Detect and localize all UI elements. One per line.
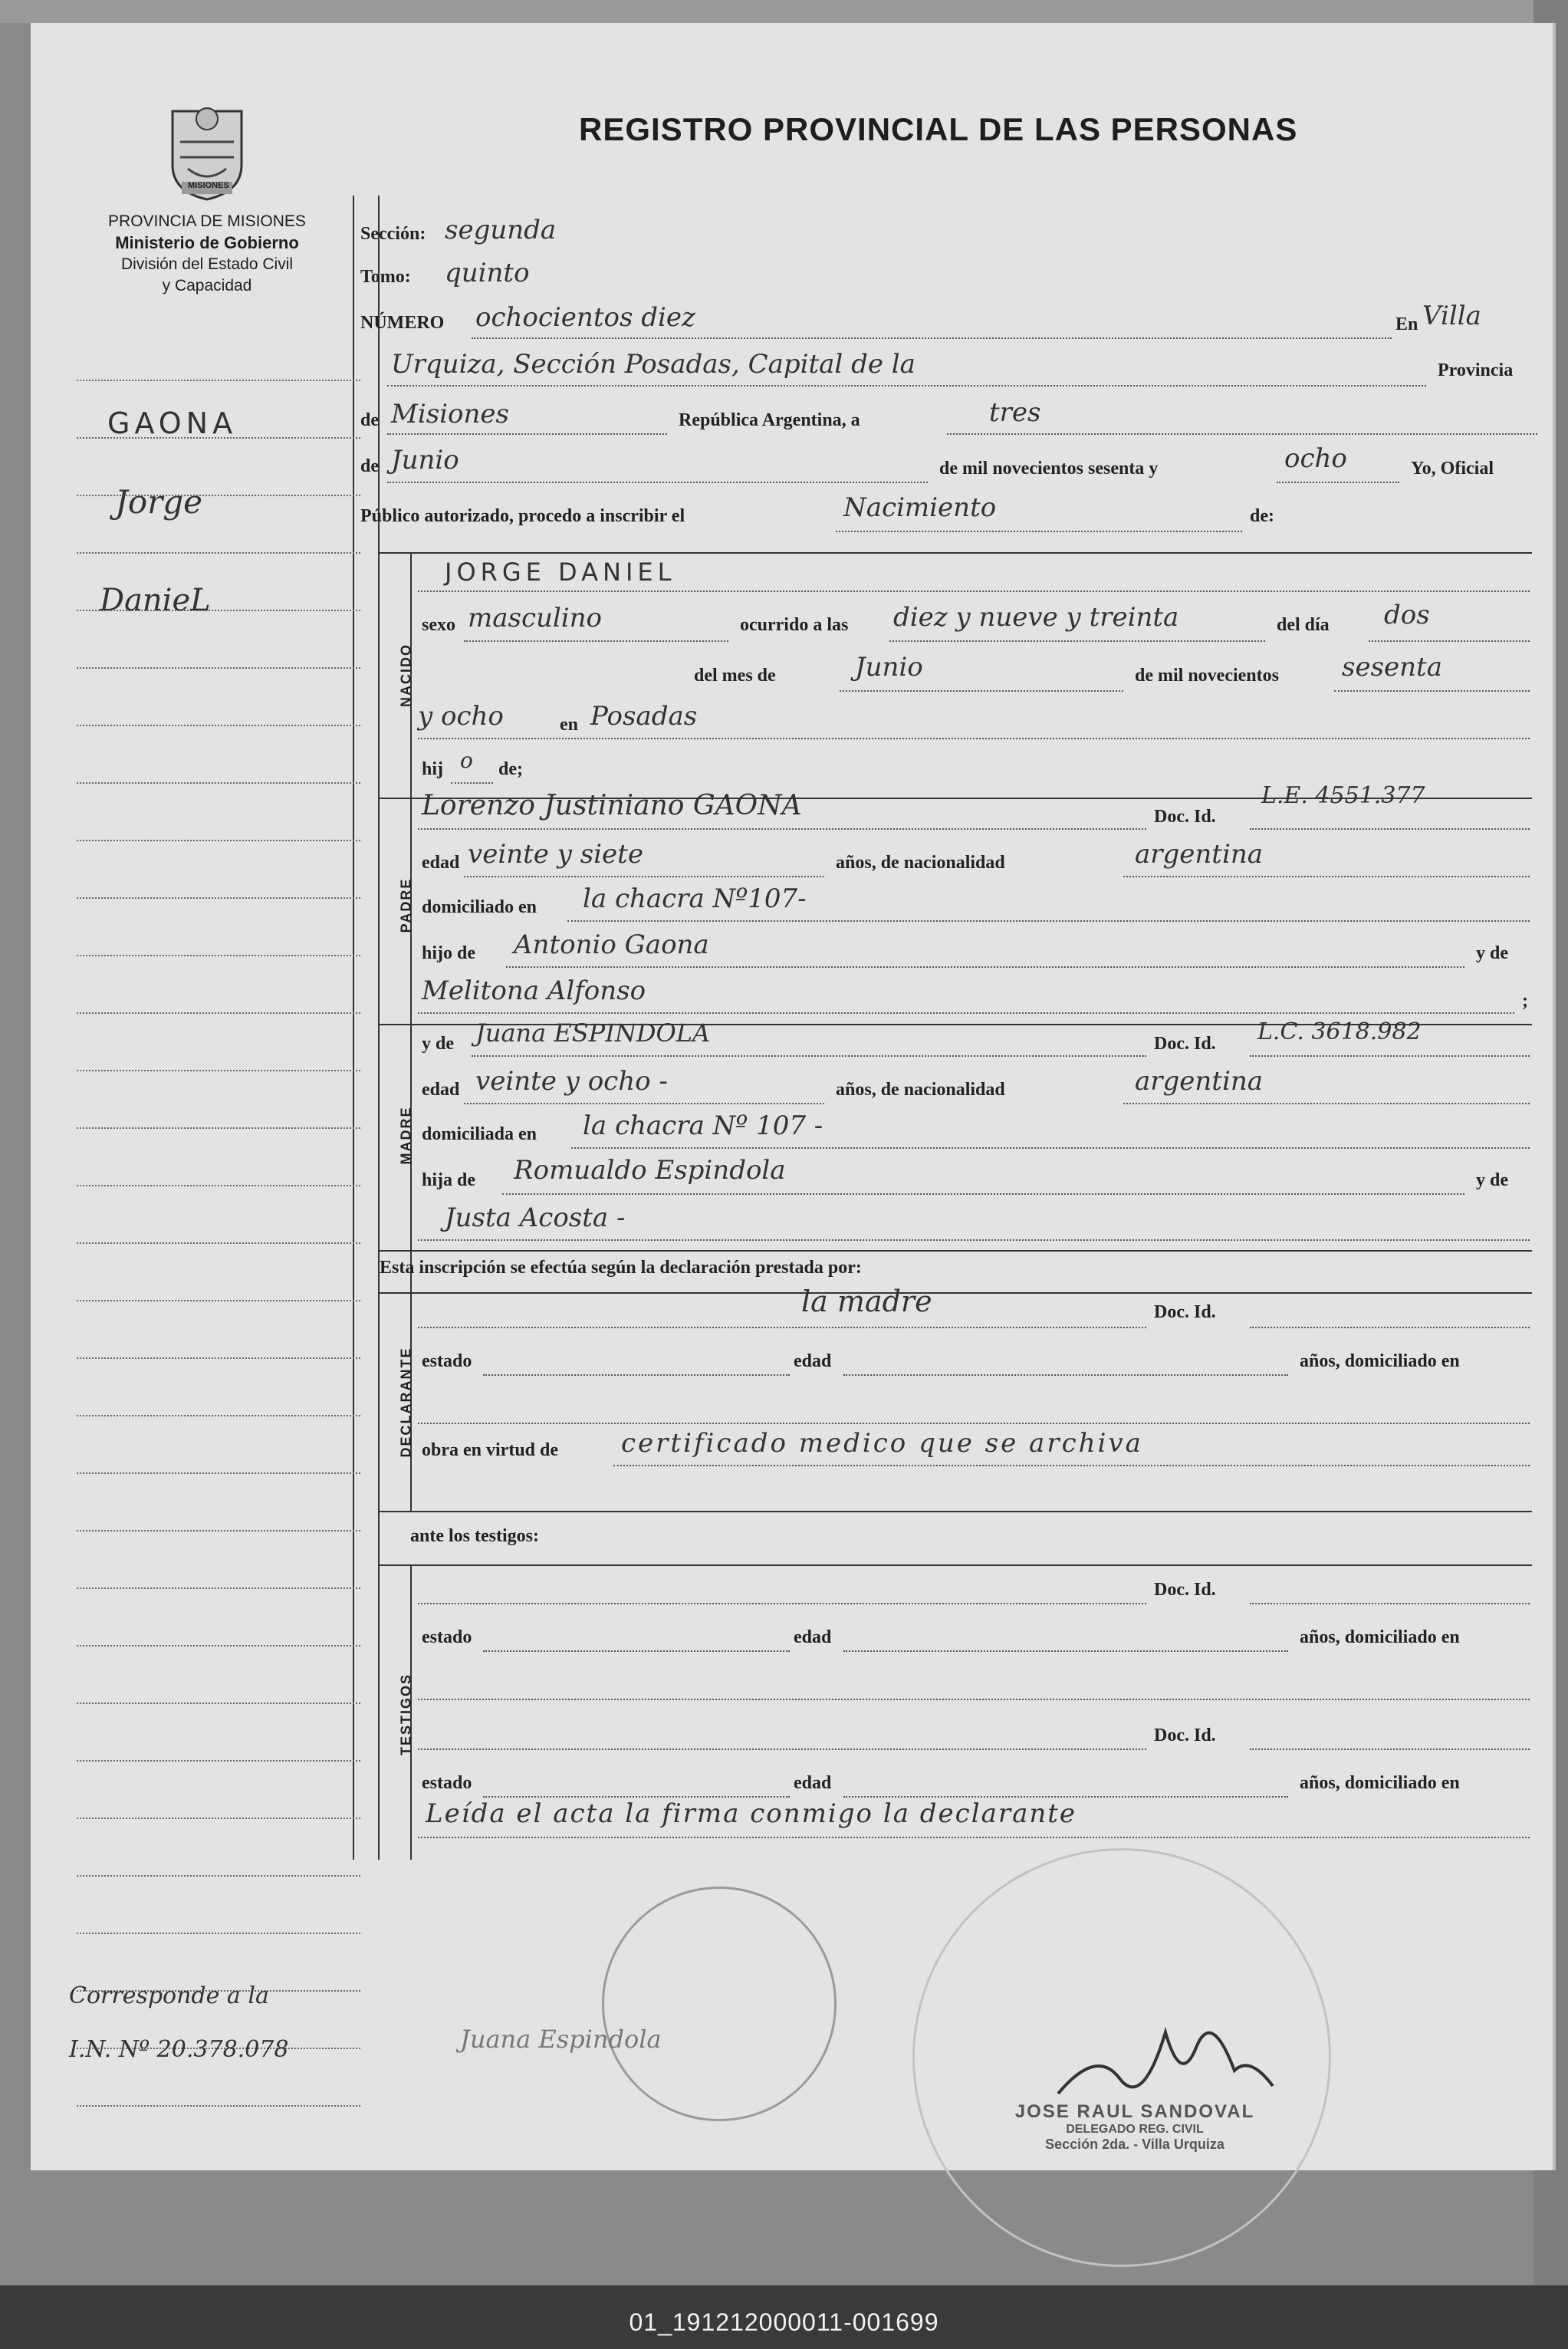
value-dia: tres	[989, 397, 1041, 428]
institution-line: División del Estado Civil	[120, 255, 294, 273]
institution-line: y Capacidad	[162, 277, 252, 294]
label-del-dia: del día	[1277, 615, 1330, 635]
value-anio-nac: sesenta	[1342, 652, 1442, 683]
value-numero: ochocientos diez	[475, 302, 695, 333]
value-lugar-nac: Posadas	[590, 701, 698, 732]
value-madre-edad: veinte y ocho -	[475, 1066, 668, 1097]
margin-line	[77, 1357, 360, 1359]
field-line	[418, 591, 1530, 592]
field-line	[483, 1650, 790, 1652]
margin-note: Corresponde a la	[69, 1982, 269, 2009]
label-en: En	[1395, 314, 1418, 334]
value-padre-doc: L.E. 4551.377	[1261, 782, 1425, 809]
label-y-de-madre: y de	[422, 1034, 454, 1054]
label-en-nac: en	[560, 715, 578, 735]
field-line	[418, 1603, 1146, 1604]
value-tomo: quinto	[445, 258, 530, 288]
label-republica: República Argentina, a	[679, 410, 860, 430]
section-label-testigos: TESTIGOS	[398, 1673, 414, 1756]
field-line	[418, 1239, 1530, 1241]
margin-line	[77, 782, 360, 784]
field-line	[1123, 1103, 1530, 1104]
label-domiciliada: domiciliada en	[422, 1124, 537, 1144]
value-madre-nombre: Juana ESPINDOLA	[475, 1018, 711, 1048]
official-name: JOSE RAUL SANDOVAL	[1014, 2101, 1255, 2122]
value-madre-dom: la chacra Nº 107 -	[583, 1110, 823, 1141]
field-line	[464, 876, 824, 877]
value-anio-nac-2: y ocho	[418, 701, 504, 732]
field-line	[418, 1699, 1530, 1700]
value-hora: diez y nueve y treinta	[893, 602, 1179, 633]
value-en: Villa	[1422, 301, 1481, 331]
value-padre-edad: veinte y siete	[468, 839, 643, 870]
section-divider	[378, 1292, 1532, 1294]
label-estado-testigo1: estado	[422, 1627, 472, 1647]
margin-note: I.N. Nº 20.378.078	[69, 2036, 289, 2063]
value-acto: Nacimiento	[843, 492, 997, 523]
label-edad-testigo2: edad	[794, 1773, 832, 1793]
label-provincia: Provincia	[1438, 360, 1514, 380]
field-line	[387, 482, 928, 483]
left-border-line	[353, 196, 354, 1860]
value-padre-nac: argentina	[1135, 839, 1264, 870]
margin-line	[77, 1587, 360, 1589]
label-esta-inscripcion: Esta inscripción se efectúa según la declaración prestada por:	[380, 1258, 862, 1278]
label-y-de-abuela: y de	[1476, 1170, 1508, 1190]
label-doc-id-padre: Doc. Id.	[1154, 807, 1216, 827]
label-de: de	[360, 410, 379, 430]
official-title: DELEGADO REG. CIVIL	[1066, 2123, 1204, 2136]
field-line	[464, 640, 728, 642]
value-provincia: Misiones	[391, 399, 509, 429]
field-line	[889, 640, 1265, 642]
section-divider	[378, 1511, 1532, 1512]
field-line	[571, 1147, 1530, 1149]
field-line	[418, 1837, 1530, 1838]
seal-label: MISIONES	[188, 181, 229, 190]
institution-line: Ministerio de Gobierno	[115, 233, 299, 252]
label-anos-nac-madre: años, de nacionalidad	[836, 1080, 1005, 1100]
field-line	[418, 738, 1530, 739]
section-label-declarante: DECLARANTE	[398, 1347, 414, 1458]
value-padre-dom: la chacra Nº107-	[583, 883, 807, 914]
label-anos-dom-declarante: años, domiciliado en	[1300, 1351, 1460, 1371]
field-line	[843, 1650, 1288, 1652]
label-numero: NÚMERO	[360, 313, 445, 333]
value-cierre: Leída el acta la firma conmigo la declarante	[426, 1798, 1077, 1829]
margin-line	[77, 2105, 360, 2107]
label-hij: hij	[422, 759, 444, 779]
field-line	[843, 1796, 1288, 1798]
birth-record-page	[31, 23, 1556, 2170]
field-line	[840, 690, 1123, 692]
field-line	[1250, 1327, 1530, 1328]
field-line	[483, 1796, 790, 1798]
background-top	[0, 0, 1568, 23]
field-line	[1369, 640, 1530, 642]
value-sexo: masculino	[468, 603, 603, 633]
label-estado-declarante: estado	[422, 1351, 472, 1371]
field-line	[843, 1374, 1288, 1376]
label-anos-nac-padre: años, de nacionalidad	[836, 853, 1005, 873]
label-sexo: sexo	[422, 615, 455, 635]
margin-line	[77, 1875, 360, 1877]
content-border-line	[378, 196, 380, 1860]
label-estado-testigo2: estado	[422, 1773, 472, 1793]
label-edad-testigo1: edad	[794, 1627, 832, 1647]
value-anio: ocho	[1284, 443, 1347, 474]
margin-name-first: Jorge	[115, 483, 202, 521]
margin-line	[77, 725, 360, 726]
field-line	[567, 920, 1530, 922]
field-line	[451, 782, 493, 784]
field-line	[1277, 482, 1399, 483]
section-divider	[378, 1250, 1532, 1252]
label-de2: de	[360, 456, 379, 476]
field-line	[836, 531, 1242, 532]
margin-line	[77, 1645, 360, 1647]
value-madre-doc: L.C. 3618.982	[1257, 1018, 1422, 1045]
label-obra: obra en virtud de	[422, 1440, 559, 1460]
margin-line	[77, 1472, 360, 1474]
margin-line	[77, 1818, 360, 1819]
margin-line	[77, 897, 360, 899]
margin-surname: GAONA	[107, 406, 238, 440]
field-line	[472, 1055, 1146, 1057]
field-line	[1250, 828, 1530, 830]
margin-name-second: DanieL	[100, 583, 211, 618]
section-label-padre: PADRE	[398, 877, 414, 933]
field-line	[418, 1012, 1514, 1014]
label-semicolon: ;	[1522, 991, 1528, 1011]
label-domiciliado-padre: domiciliado en	[422, 897, 537, 917]
value-seccion: segunda	[445, 215, 557, 245]
field-line	[483, 1374, 790, 1376]
margin-line	[77, 955, 360, 956]
label-seccion: Sección:	[360, 224, 426, 244]
margin-line	[77, 552, 360, 554]
field-line	[464, 1103, 824, 1104]
label-edad-declarante: edad	[794, 1351, 832, 1371]
value-hij: o	[460, 748, 473, 773]
value-padre-nombre: Lorenzo Justiniano GAONA	[422, 790, 802, 821]
label-de-colon: de:	[1250, 506, 1274, 526]
label-edad-padre: edad	[422, 853, 460, 873]
value-lugar: Urquiza, Sección Posadas, Capital de la	[391, 349, 915, 380]
margin-line	[77, 1012, 360, 1014]
section-label-madre: MADRE	[398, 1106, 414, 1165]
field-line	[1250, 1749, 1530, 1750]
page-title: REGISTRO PROVINCIAL DE LAS PERSONAS	[579, 111, 1298, 147]
label-yo-oficial: Yo, Oficial	[1411, 459, 1494, 479]
label-publico: Público autorizado, procedo a inscribir el	[360, 506, 685, 526]
value-madre-madre: Justa Acosta -	[445, 1202, 626, 1233]
label-y-de: y de	[1476, 943, 1508, 963]
field-line	[506, 966, 1464, 968]
value-mes-nac: Junio	[855, 652, 923, 683]
label-del-mes: del mes de	[694, 666, 776, 686]
field-line	[418, 828, 1146, 830]
signature-madre: Juana Espindola	[460, 2025, 662, 2054]
image-caption: 01_191212000011-001699	[629, 2308, 939, 2336]
value-padre-hijo-de: Antonio Gaona	[514, 929, 709, 960]
provincial-seal-icon	[165, 96, 249, 203]
margin-line	[77, 1185, 360, 1186]
margin-line	[77, 1760, 360, 1762]
field-line	[613, 1465, 1530, 1466]
margin-line	[77, 1415, 360, 1416]
value-padre-madre: Melitona Alfonso	[422, 975, 646, 1006]
field-line	[502, 1193, 1464, 1195]
section-label-nacido: NACIDO	[398, 643, 414, 707]
field-line	[472, 337, 1392, 339]
label-edad-madre: edad	[422, 1080, 460, 1100]
field-line	[1250, 1055, 1530, 1057]
value-declarante: la madre	[801, 1285, 932, 1318]
margin-line	[77, 1300, 360, 1301]
label-anos-dom-testigo1: años, domiciliado en	[1300, 1627, 1460, 1647]
label-doc-id-declarante: Doc. Id.	[1154, 1302, 1216, 1322]
official-stamp	[602, 1887, 837, 2121]
margin-line	[77, 1703, 360, 1704]
value-mes: Junio	[391, 445, 459, 475]
label-mil-novecientos-nac: de mil novecientos	[1135, 666, 1279, 686]
section-divider	[378, 552, 1532, 554]
label-doc-id-madre: Doc. Id.	[1154, 1034, 1216, 1054]
label-hija-de: hija de	[422, 1170, 476, 1190]
margin-line	[77, 380, 360, 381]
label-ocurrido: ocurrido a las	[740, 615, 849, 635]
margin-line	[77, 1127, 360, 1129]
label-hijo-de: hijo de	[422, 943, 476, 963]
margin-line	[77, 1070, 360, 1071]
institution-line: PROVINCIA DE MISIONES	[108, 212, 306, 230]
value-madre-nac: argentina	[1135, 1066, 1264, 1097]
field-line	[387, 433, 667, 435]
field-line	[418, 1327, 1146, 1328]
label-doc-id-testigo2: Doc. Id.	[1154, 1726, 1216, 1745]
label-ante-testigos: ante los testigos:	[410, 1526, 539, 1546]
field-line	[418, 1749, 1146, 1750]
field-line	[1334, 690, 1530, 692]
label-mil-novecientos: de mil novecientos sesenta y	[939, 459, 1159, 479]
official-section: Sección 2da. - Villa Urquiza	[1045, 2137, 1224, 2152]
label-tomo: Tomo:	[360, 267, 411, 287]
value-nombre: JORGE DANIEL	[445, 558, 676, 587]
institution-block	[61, 211, 353, 297]
official-name-stamp	[981, 2101, 1288, 2153]
value-obra: certificado medico que se archiva	[621, 1428, 1143, 1459]
field-line	[1250, 1603, 1530, 1604]
label-de-semi: de;	[498, 759, 523, 779]
signature-oficial-icon	[1050, 2002, 1280, 2113]
margin-line	[77, 1530, 360, 1531]
value-dia-nac: dos	[1384, 600, 1430, 630]
margin-line	[77, 1933, 360, 1934]
margin-line	[77, 1242, 360, 1244]
label-doc-id-testigo1: Doc. Id.	[1154, 1580, 1216, 1600]
field-line	[418, 1423, 1530, 1424]
field-line	[387, 385, 1426, 387]
field-line	[947, 433, 1537, 435]
margin-line	[77, 667, 360, 669]
section-divider	[378, 1564, 1532, 1566]
margin-line	[77, 840, 360, 841]
field-line	[1123, 876, 1530, 877]
value-madre-hija-de: Romualdo Espindola	[514, 1155, 786, 1186]
label-anos-dom-testigo2: años, domiciliado en	[1300, 1773, 1460, 1793]
